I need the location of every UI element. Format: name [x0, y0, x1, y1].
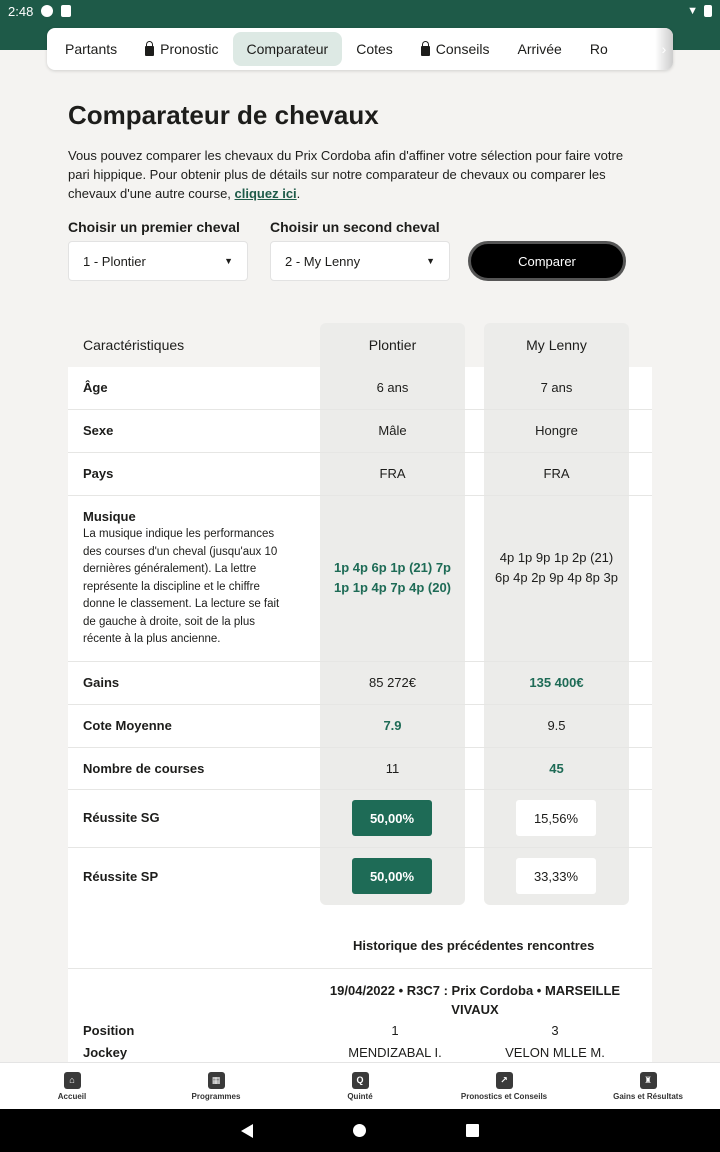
- tab-label: Pronostic: [160, 41, 219, 57]
- horse2-value: 45: [549, 761, 564, 776]
- intro-end: .: [296, 186, 301, 201]
- lock-icon: [421, 46, 430, 56]
- history-title: Historique des précédentes rencontres: [353, 938, 595, 953]
- tab-pronostic[interactable]: [131, 32, 232, 66]
- scroll-right-icon[interactable]: ›: [655, 28, 673, 70]
- row-pays: [68, 453, 652, 496]
- tab-bar: [47, 28, 673, 70]
- tab-partants[interactable]: [51, 32, 131, 66]
- musique-title: Musique: [83, 509, 136, 524]
- caret-down-icon: ▼: [426, 256, 435, 266]
- horse2-badge: 33,33%: [516, 858, 596, 894]
- horse2-header: My Lenny: [526, 337, 587, 353]
- recents-icon[interactable]: [466, 1124, 479, 1137]
- row-cote: [68, 705, 652, 748]
- nav-label: Quinté: [347, 1091, 373, 1101]
- page-title: Comparateur de chevaux: [68, 100, 379, 130]
- horse2-value: 9.5: [547, 718, 566, 733]
- nav-label: Gains et Résultats: [613, 1091, 683, 1101]
- tab-comparateur[interactable]: [233, 32, 343, 66]
- second-horse-select[interactable]: [270, 241, 450, 281]
- select-value: 2 - My Lenny: [285, 253, 361, 269]
- divider: [68, 968, 652, 969]
- nav-programmes[interactable]: [144, 1063, 288, 1109]
- jockey-label: Jockey: [83, 1045, 128, 1060]
- back-icon[interactable]: [241, 1124, 253, 1138]
- horse2-value: 7 ans: [540, 380, 573, 395]
- row-label: Réussite SP: [83, 869, 159, 884]
- horse1-value: 7.9: [383, 718, 402, 733]
- select-value: 1 - Plontier: [83, 253, 146, 269]
- row-age: [68, 367, 652, 410]
- first-horse-label: Choisir un premier cheval: [68, 219, 240, 235]
- tab-arrivee[interactable]: [503, 32, 575, 66]
- battery-icon: [704, 5, 712, 17]
- horse2-value: 135 400€: [529, 675, 584, 690]
- horse1-jockey: MENDIZABAL I.: [348, 1045, 442, 1060]
- nav-label: Programmes: [191, 1091, 241, 1101]
- tab-label: Arrivée: [517, 41, 562, 57]
- sd-card-icon: [61, 5, 71, 17]
- history-race: 19/04/2022 • R3C7 : Prix Cordoba • MARSEILLE VIVAUX: [329, 983, 621, 1017]
- nav-quinte[interactable]: [288, 1063, 432, 1109]
- first-horse-select[interactable]: [68, 241, 248, 281]
- horse1-value: 85 272€: [369, 675, 416, 690]
- trophy-icon: ♜: [640, 1072, 657, 1089]
- horse1-badge: 50,00%: [352, 858, 432, 894]
- row-musique: [68, 496, 652, 662]
- nav-label: Pronostics et Conseils: [460, 1091, 548, 1101]
- second-horse-label: Choisir un second cheval: [270, 219, 440, 235]
- row-gains: [68, 662, 652, 705]
- wifi-icon: ▼: [687, 5, 698, 17]
- caret-down-icon: ▼: [224, 256, 233, 266]
- status-time: 2:48: [8, 3, 34, 19]
- horse2-value: FRA: [543, 466, 570, 481]
- row-label: Âge: [83, 380, 108, 395]
- chart-icon: ↗: [496, 1072, 513, 1089]
- row-reussite-sg: [68, 790, 652, 848]
- row-courses: [68, 748, 652, 790]
- horse1-value: FRA: [379, 466, 406, 481]
- tab-label: Conseils: [435, 41, 490, 57]
- tab-rapports[interactable]: [576, 32, 608, 66]
- row-label: Nombre de courses: [83, 761, 205, 776]
- horse1-value: 11: [385, 761, 400, 776]
- characteristics-header: Caractéristiques: [83, 337, 185, 353]
- compare-button[interactable]: Comparer: [468, 241, 626, 281]
- horse2-value: 4p 1p 9p 1p 2p (21) 6p 4p 2p 9p 4p 8p 3p: [495, 550, 618, 585]
- musique-description: La musique indique les performances des courses d'un cheval (jusqu'aux 10 dernières généralement). La lettre représente la discipline et le chiffre donne le classement. La lecture se fait de gauche à droite, soit de la plus récente à la plus ancienne.: [83, 528, 280, 645]
- intro-body: Vous pouvez comparer les chevaux du Prix Cordoba afin d'affiner votre sélection pour faire votre pari hippique. Pour obtenir plus de détails sur notre comparateur de chevaux ou comparer les chevaux d'une autre course,: [68, 148, 624, 201]
- quinte-icon: Q: [352, 1072, 369, 1089]
- horse1-header: Plontier: [368, 337, 417, 353]
- horse2-value: Hongre: [535, 423, 578, 438]
- status-bar: [0, 0, 720, 22]
- horse1-position: 1: [391, 1023, 399, 1038]
- home-icon: ⌂: [64, 1072, 81, 1089]
- tab-label: Cotes: [356, 41, 393, 57]
- calendar-icon: ▦: [208, 1072, 225, 1089]
- row-label: Cote Moyenne: [83, 718, 172, 733]
- home-button-icon[interactable]: [353, 1124, 366, 1137]
- nav-gains[interactable]: [576, 1063, 720, 1109]
- bottom-nav: [0, 1062, 720, 1109]
- nav-label: Accueil: [57, 1091, 87, 1101]
- position-label: Position: [83, 1023, 135, 1038]
- tab-conseils[interactable]: [407, 32, 504, 66]
- horse2-badge: 15,56%: [516, 800, 596, 836]
- horse1-value: 1p 4p 6p 1p (21) 7p 1p 1p 4p 7p 4p (20): [333, 560, 452, 595]
- row-label: [83, 509, 295, 649]
- row-label: Sexe: [83, 423, 114, 438]
- notification-icon: [41, 5, 53, 17]
- tab-label: Ro: [589, 41, 608, 57]
- horse2-position: 3: [551, 1023, 559, 1038]
- lock-icon: [145, 46, 154, 56]
- row-reussite-sp: [68, 848, 652, 926]
- horse2-jockey: VELON MLLE M.: [505, 1045, 605, 1060]
- horse1-value: Mâle: [378, 423, 407, 438]
- nav-accueil[interactable]: [0, 1063, 144, 1109]
- row-sexe: [68, 410, 652, 453]
- intro-link[interactable]: cliquez ici: [234, 186, 297, 201]
- tab-cotes[interactable]: [342, 32, 407, 66]
- row-label: Gains: [83, 675, 120, 690]
- horse1-value: 6 ans: [376, 380, 409, 395]
- nav-pronostics[interactable]: [432, 1063, 576, 1109]
- row-label: Pays: [83, 466, 114, 481]
- system-nav: [0, 1109, 720, 1152]
- row-label: Réussite SG: [83, 810, 160, 825]
- tab-label: Partants: [65, 41, 118, 57]
- intro-text: [68, 146, 648, 203]
- tab-label: Comparateur: [246, 41, 329, 57]
- horse1-badge: 50,00%: [352, 800, 432, 836]
